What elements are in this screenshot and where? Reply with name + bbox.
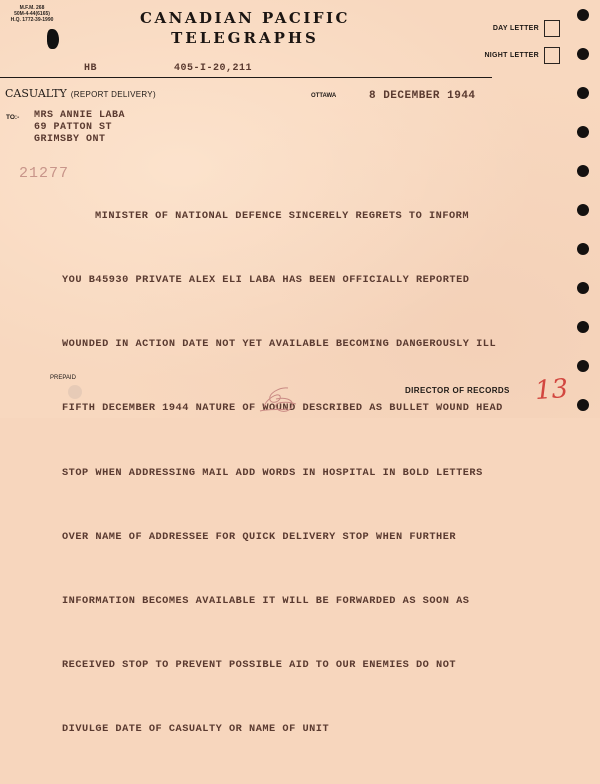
form-code-line: 50M-4-44(6165)	[14, 11, 50, 17]
message-line: MINISTER OF NATIONAL DEFENCE SINCERELY REGRETS TO INFORM	[95, 209, 470, 222]
night-letter-label: NIGHT LETTER	[484, 52, 539, 59]
punch-hole	[577, 204, 589, 216]
punch-hole	[577, 126, 589, 138]
ink-blot	[47, 29, 59, 49]
recipient-address	[34, 110, 125, 146]
initials-signature-icon	[258, 385, 304, 415]
night-letter-checkbox[interactable]	[544, 47, 560, 64]
punch-hole	[577, 9, 589, 21]
punch-hole	[577, 399, 589, 411]
form-code-line: M.F.M. 268	[19, 5, 45, 11]
header-rule	[0, 77, 492, 78]
day-letter-label: DAY LETTER	[492, 25, 539, 32]
punch-hole	[577, 165, 589, 177]
prepaid-label: PREPAID	[50, 375, 76, 381]
punch-hole	[577, 360, 589, 372]
title-line-2: TELEGRAPHS	[171, 29, 319, 47]
message-line: FIFTH DECEMBER 1944 NATURE OF WOUND DESCRIBED AS BULLET WOUND HEAD	[62, 402, 503, 415]
routing-code: HB	[84, 63, 98, 74]
stamp-number: 21277	[19, 165, 70, 182]
message-line: OVER NAME OF ADDRESSEE FOR QUICK DELIVERY STOP WHEN FURTHER	[62, 530, 457, 543]
message-body	[62, 163, 503, 784]
form-code-block	[8, 5, 56, 23]
address-line: GRIMSBY ONT	[34, 134, 106, 145]
page-number: 13	[533, 373, 570, 407]
message-line: DIVULGE DATE OF CASUALTY OR NAME OF UNIT	[62, 723, 330, 736]
message-line: WOUNDED IN ACTION DATE NOT YET AVAILABLE BECOMING DANGEROUSLY ILL	[62, 338, 497, 351]
form-code-line: H.Q. 1772-39-1990	[10, 17, 54, 23]
address-line: MRS ANNIE LABA	[34, 110, 126, 121]
origin-place: OTTAWA	[311, 93, 337, 99]
day-letter-option	[493, 20, 560, 37]
company-title	[140, 8, 350, 48]
punch-hole	[577, 321, 589, 333]
punch-hole	[577, 243, 589, 255]
reference-number: 405-I-20,211	[174, 63, 253, 74]
to-label: TO:-	[6, 114, 20, 121]
day-letter-checkbox[interactable]	[544, 20, 560, 37]
punch-hole	[577, 87, 589, 99]
message-date: 8 DECEMBER 1944	[369, 90, 476, 102]
category-label: CASUALTY	[5, 87, 67, 100]
signatory: DIRECTOR OF RECORDS	[405, 386, 510, 395]
category-heading	[5, 87, 156, 100]
message-line: STOP WHEN ADDRESSING MAIL ADD WORDS IN HOSPITAL IN BOLD LETTERS	[62, 466, 483, 479]
title-line-1: CANADIAN PACIFIC	[140, 9, 350, 27]
message-line: RECEIVED STOP TO PREVENT POSSIBLE AID TO OUR ENEMIES DO NOT	[62, 659, 457, 672]
message-line: YOU B45930 PRIVATE ALEX ELI LABA HAS BEEN OFFICIALLY REPORTED	[62, 274, 470, 287]
category-sub-label: (REPORT DELIVERY)	[70, 90, 156, 99]
punch-hole	[577, 48, 589, 60]
message-line: INFORMATION BECOMES AVAILABLE IT WILL BE FORWARDED AS SOON AS	[62, 595, 470, 608]
night-letter-option	[484, 47, 560, 64]
address-line: 69 PATTON ST	[34, 122, 113, 133]
faint-stamp-mark	[68, 385, 82, 399]
punch-hole	[577, 282, 589, 294]
